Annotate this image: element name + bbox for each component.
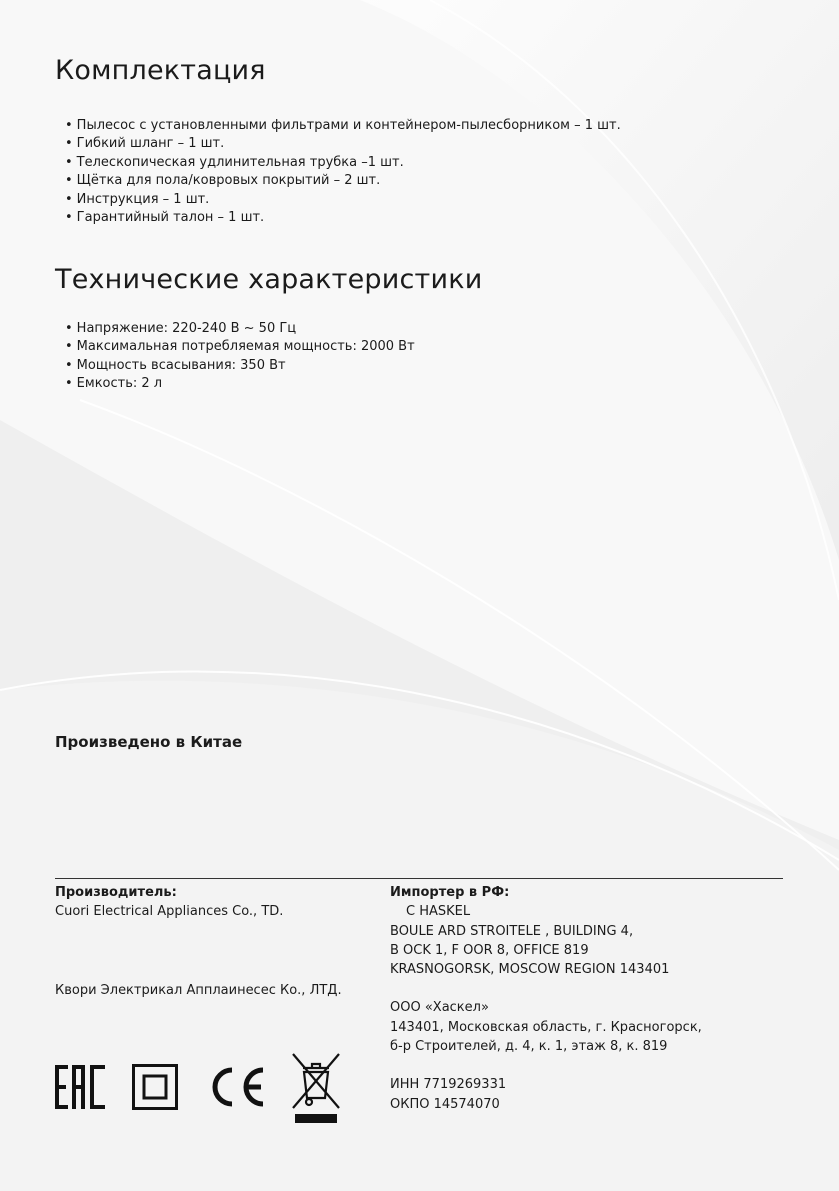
list-item: • Емкость: 2 л (65, 375, 415, 393)
double-insulation-icon (132, 1064, 178, 1110)
importer-label: Импортер в РФ: (390, 885, 510, 900)
ce-mark-icon (207, 1066, 267, 1108)
made-in-label: Произведено в Китае (55, 733, 243, 751)
komplektaciya-list (65, 117, 621, 227)
weee-bin-icon (291, 1050, 341, 1124)
importer-company-ru: ООО «Хаскел» (390, 1000, 489, 1016)
tech-specs-list (65, 320, 415, 394)
certification-marks (55, 1050, 345, 1125)
manufacturer-block (55, 883, 342, 1000)
importer-okpo: ОКПО 14574070 (390, 1096, 500, 1112)
list-item: • Мощность всасывания: 350 Вт (65, 357, 415, 375)
manufacturer-label: Производитель: (55, 885, 177, 900)
manufacturer-name-ru: Квори Электрикал Апплаинесес Ко., ЛТД. (55, 982, 342, 998)
importer-address-en-1: BOULE ARD STROITELE , BUILDING 4, (390, 923, 634, 939)
list-item: • Пылесос с установленными фильтрами и контейнером-пылесборником – 1 шт. (65, 117, 621, 135)
divider (55, 878, 783, 879)
eac-mark-icon (55, 1065, 107, 1109)
importer-address-ru-1: 143401, Московская область, г. Красногорск, (390, 1019, 702, 1035)
list-item: • Инструкция – 1 шт. (65, 191, 621, 209)
list-item: • Максимальная потребляемая мощность: 2000 Вт (65, 338, 415, 356)
manufacturer-name-en: Cuori Electrical Appliances Co., TD. (55, 904, 284, 920)
section-title-komplektaciya: Комплектация (55, 55, 266, 86)
section-title-tech-specs: Технические характеристики (55, 264, 483, 295)
importer-address-ru-2: б-р Строителей, д. 4, к. 1, этаж 8, к. 819 (390, 1039, 668, 1055)
importer-address-en-3: KRASNOGORSK, MOSCOW REGION 143401 (390, 962, 670, 978)
list-item: • Гибкий шланг – 1 шт. (65, 135, 621, 153)
importer-block (390, 883, 702, 1114)
importer-company-en: C HASKEL (406, 904, 471, 920)
list-item: • Напряжение: 220-240 В ~ 50 Гц (65, 320, 415, 338)
importer-inn: ИНН 7719269331 (390, 1077, 507, 1093)
importer-address-en-2: B OCK 1, F OOR 8, OFFICE 819 (390, 942, 589, 958)
list-item: • Телескопическая удлинительная трубка –1 шт. (65, 154, 621, 172)
list-item: • Гарантийный талон – 1 шт. (65, 209, 621, 227)
list-item: • Щётка для пола/ковровых покрытий – 2 шт. (65, 172, 621, 190)
